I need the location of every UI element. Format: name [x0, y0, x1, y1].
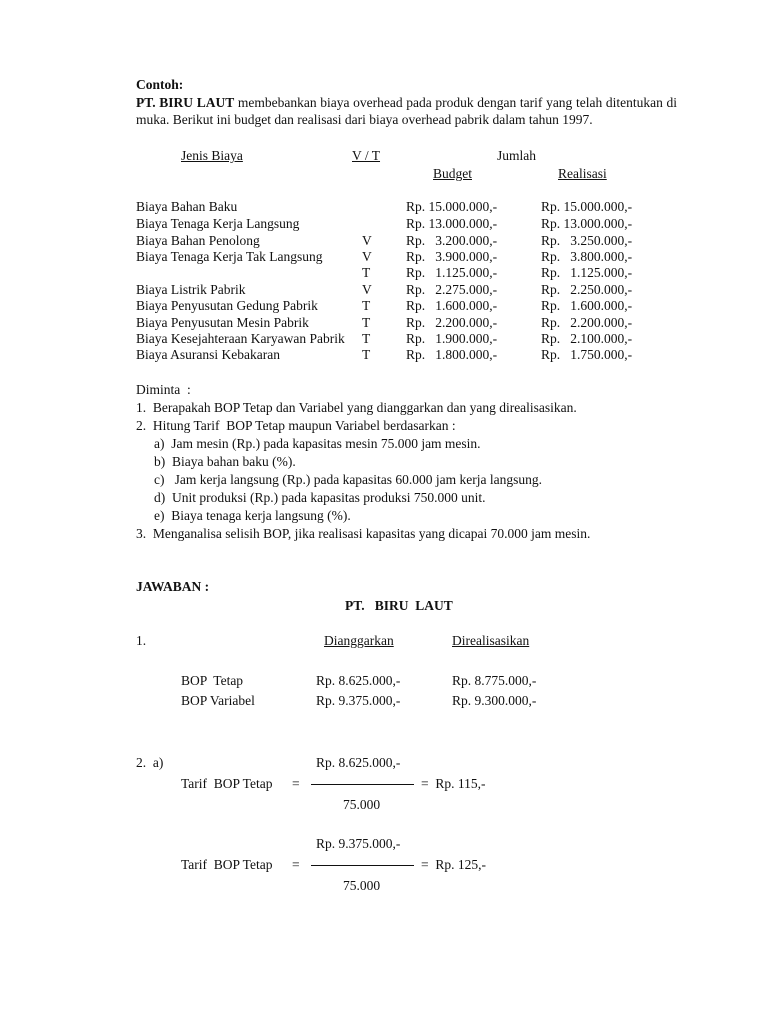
question-2-item: a) Jam mesin (Rp.) pada kapasitas mesin 75.000 jam mesin.	[154, 436, 481, 451]
formula-label: Tarif BOP Tetap	[181, 776, 273, 791]
question-3: 3. Menganalisa selisih BOP, jika realisasi kapasitas yang dicapai 70.000 jam mesin.	[136, 526, 591, 541]
answer-2-number: 2. a)	[136, 755, 164, 770]
formula-equals: =	[292, 776, 300, 791]
table-row	[0, 315, 768, 331]
table-row	[0, 265, 768, 281]
bop-realized: Rp. 9.300.000,-	[452, 693, 537, 708]
example-label: Contoh:	[136, 77, 184, 92]
cost-actual: Rp. 2.100.000,-	[541, 331, 633, 346]
cost-budget: Rp. 2.275.000,-	[406, 282, 498, 297]
col-header-vt: V / T	[352, 148, 381, 163]
formula-label: Tarif BOP Tetap	[181, 857, 273, 872]
col-header-budget: Budget	[433, 166, 472, 181]
cost-vt: T	[362, 347, 371, 362]
col-header-type: Jenis Biaya	[181, 148, 243, 163]
question-2-item: b) Biaya bahan baku (%).	[154, 454, 296, 469]
cost-budget: Rp. 13.000.000,-	[406, 216, 498, 231]
formula-numerator: Rp. 8.625.000,-	[316, 755, 401, 770]
table-row	[0, 216, 768, 232]
table-row	[0, 199, 768, 215]
question-1: 1. Berapakah BOP Tetap dan Variabel yang dianggarkan dan yang direalisasikan.	[136, 400, 577, 415]
formula-result: = Rp. 115,-	[421, 776, 486, 791]
cost-vt: V	[362, 282, 372, 297]
cost-vt: V	[362, 233, 372, 248]
formula-result: = Rp. 125,-	[421, 857, 486, 872]
answer-company: PT. BIRU LAUT	[345, 598, 453, 613]
cost-budget: Rp. 1.900.000,-	[406, 331, 498, 346]
answer-1-number: 1.	[136, 633, 147, 648]
cost-name: Biaya Penyusutan Gedung Pabrik	[136, 298, 318, 313]
cost-budget: Rp. 1.600.000,-	[406, 298, 498, 313]
col-header-actual: Realisasi	[558, 166, 607, 181]
table-row	[0, 347, 768, 363]
cost-name: Biaya Asuransi Kebakaran	[136, 347, 280, 362]
bop-label: BOP Variabel	[181, 693, 255, 708]
cost-vt: T	[362, 315, 371, 330]
questions-heading: Diminta :	[136, 382, 191, 397]
cost-budget: Rp. 1.800.000,-	[406, 347, 498, 362]
answer-heading: JAWABAN :	[136, 579, 210, 594]
cost-vt: T	[362, 331, 371, 346]
cost-vt: T	[362, 265, 371, 280]
cost-actual: Rp. 1.125.000,-	[541, 265, 633, 280]
company-name: PT. BIRU LAUT	[136, 95, 235, 110]
cost-vt: V	[362, 249, 372, 264]
cost-name: Biaya Tenaga Kerja Langsung	[136, 216, 300, 231]
formula-denominator: 75.000	[343, 878, 381, 893]
bop-label: BOP Tetap	[181, 673, 244, 688]
question-2-item: e) Biaya tenaga kerja langsung (%).	[154, 508, 351, 523]
formula-numerator: Rp. 9.375.000,-	[316, 836, 401, 851]
cost-name: Biaya Bahan Penolong	[136, 233, 260, 248]
cost-budget: Rp. 15.000.000,-	[406, 199, 498, 214]
cost-budget: Rp. 1.125.000,-	[406, 265, 498, 280]
cost-vt: T	[362, 298, 371, 313]
cost-actual: Rp. 15.000.000,-	[541, 199, 633, 214]
cost-budget: Rp. 3.900.000,-	[406, 249, 498, 264]
table-row	[0, 282, 768, 298]
col-header-realized: Direalisasikan	[452, 633, 530, 648]
cost-name: Biaya Penyusutan Mesin Pabrik	[136, 315, 309, 330]
cost-actual: Rp. 1.600.000,-	[541, 298, 633, 313]
table-row	[0, 233, 768, 249]
fraction-line	[311, 865, 414, 866]
table-row	[0, 331, 768, 347]
bop-budgeted: Rp. 9.375.000,-	[316, 693, 401, 708]
intro-paragraph	[136, 94, 677, 128]
cost-actual: Rp. 1.750.000,-	[541, 347, 633, 362]
cost-actual: Rp. 13.000.000,-	[541, 216, 633, 231]
cost-actual: Rp. 3.800.000,-	[541, 249, 633, 264]
bop-budgeted: Rp. 8.625.000,-	[316, 673, 401, 688]
bop-realized: Rp. 8.775.000,-	[452, 673, 537, 688]
question-2: 2. Hitung Tarif BOP Tetap maupun Variabel berdasarkan :	[136, 418, 456, 433]
col-header-budgeted: Dianggarkan	[324, 633, 394, 648]
cost-actual: Rp. 3.250.000,-	[541, 233, 633, 248]
col-header-total: Jumlah	[497, 148, 536, 163]
cost-name: Biaya Listrik Pabrik	[136, 282, 246, 297]
intro-text: membebankan biaya overhead pada produk dengan tarif yang telah ditentukan di muka. Berikut ini budget dan realisasi dari biaya overhead pabrik dalam tahun 1997.	[136, 95, 677, 127]
cost-name: Biaya Kesejahteraan Karyawan Pabrik	[136, 331, 345, 346]
table-row	[0, 249, 768, 265]
fraction-line	[311, 784, 414, 785]
question-2-item: c) Jam kerja langsung (Rp.) pada kapasitas 60.000 jam kerja langsung.	[154, 472, 543, 487]
question-2-item: d) Unit produksi (Rp.) pada kapasitas produksi 750.000 unit.	[154, 490, 486, 505]
table-row	[0, 693, 768, 709]
cost-name: Biaya Tenaga Kerja Tak Langsung	[136, 249, 323, 264]
cost-name: Biaya Bahan Baku	[136, 199, 238, 214]
cost-actual: Rp. 2.200.000,-	[541, 315, 633, 330]
formula-equals: =	[292, 857, 300, 872]
table-row	[0, 673, 768, 689]
cost-budget: Rp. 3.200.000,-	[406, 233, 498, 248]
cost-actual: Rp. 2.250.000,-	[541, 282, 633, 297]
table-row	[0, 298, 768, 314]
formula-denominator: 75.000	[343, 797, 381, 812]
cost-budget: Rp. 2.200.000,-	[406, 315, 498, 330]
